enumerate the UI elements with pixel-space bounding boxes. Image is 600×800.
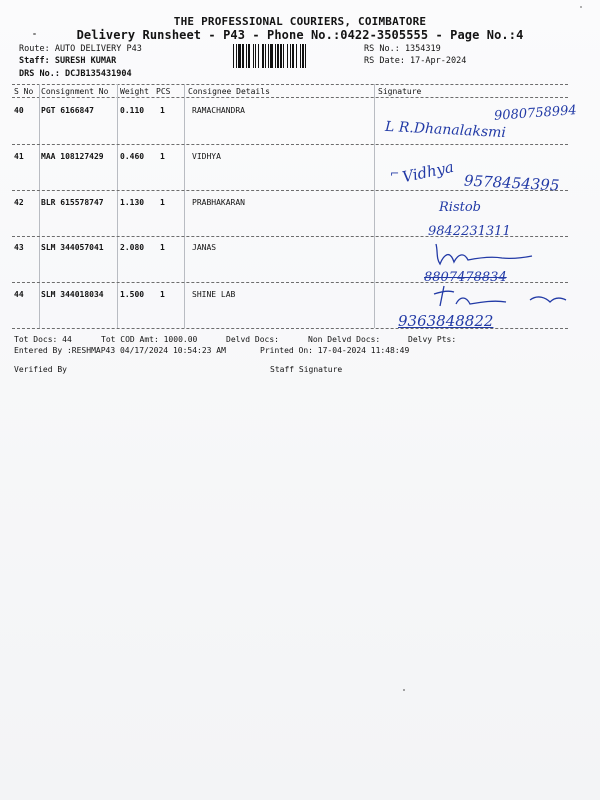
row-pcs: 1: [160, 243, 165, 252]
staff-label: Staff: SURESH KUMAR: [19, 56, 117, 66]
row-weight: 1.500: [120, 290, 145, 299]
column-divider: [39, 84, 40, 328]
row-pcs: 1: [160, 106, 165, 115]
handwritten-phone-43: 8807478834: [424, 270, 507, 285]
column-divider: [374, 84, 375, 328]
row-sno: 40: [14, 106, 24, 115]
row-pcs: 1: [160, 198, 165, 207]
route-label: Route: AUTO DELIVERY P43: [19, 44, 142, 54]
handwritten-signature-40: L R.Dhanalaksmi: [384, 118, 507, 142]
delivery-points: Delvy Pts:: [408, 335, 457, 344]
total-docs: Tot Docs: 44: [14, 335, 72, 344]
col-header-signature: Signature: [378, 87, 422, 96]
barcode-image: [233, 44, 355, 68]
row-pcs: 1: [160, 152, 165, 161]
handwritten-phone-40: 9080758994: [493, 103, 578, 124]
col-header-consignment: Consignment No: [41, 87, 109, 96]
rs-date: RS Date: 17-Apr-2024: [364, 56, 467, 66]
row-weight: 0.460: [120, 152, 145, 161]
row-consignment: SLM 344057041: [41, 243, 104, 252]
handwritten-phone-41: 9578454395: [463, 171, 560, 195]
handwritten-mark: ⌐: [390, 167, 400, 180]
row-sno: 41: [14, 152, 24, 161]
row-consignment: MAA 108127429: [41, 152, 104, 161]
scan-speck: [580, 6, 582, 8]
row-consignee: PRABHAKARAN: [192, 198, 245, 207]
row-consignee: VIDHYA: [192, 152, 221, 161]
row-consignment: PGT 6166847: [41, 106, 94, 115]
delivered-docs: Delvd Docs:: [226, 335, 279, 344]
verified-by-label: Verified By: [14, 365, 67, 374]
column-divider: [117, 84, 118, 328]
scan-speck: [33, 33, 36, 35]
handwritten-signature-44: [430, 284, 570, 312]
drs-number: DRS No.: DCJB135431904: [19, 69, 132, 79]
total-cod-amount: Tot COD Amt: 1000.00: [101, 335, 198, 344]
row-consignee: RAMACHANDRA: [192, 106, 245, 115]
column-divider: [184, 84, 185, 328]
row-weight: 0.110: [120, 106, 145, 115]
row-sno: 44: [14, 290, 24, 299]
runsheet-subtitle: Delivery Runsheet - P43 - Phone No.:0422-3505555 - Page No.:4: [76, 28, 524, 42]
non-delivered-docs: Non Delvd Docs:: [308, 335, 381, 344]
row-weight: 1.130: [120, 198, 145, 207]
handwritten-signature-42: Ristob: [439, 200, 481, 215]
staff-signature-label: Staff Signature: [270, 365, 343, 374]
row-sno: 42: [14, 198, 24, 207]
table-top-rule: [12, 84, 568, 85]
col-header-consignee: Consignee Details: [188, 87, 270, 96]
row-sno: 43: [14, 243, 24, 252]
col-header-sno: S No: [14, 87, 34, 96]
row-pcs: 1: [160, 290, 165, 299]
col-header-pcs: PCS: [156, 87, 171, 96]
table-header-rule: [12, 97, 568, 98]
row-consignee: SHINE LAB: [192, 290, 236, 299]
row-separator: [12, 144, 568, 145]
col-header-weight: Weight: [120, 87, 149, 96]
handwritten-phone-44: 9363848822: [398, 312, 494, 330]
handwritten-signature-43: [430, 240, 540, 270]
handwritten-phone-42: 9842231311: [428, 224, 511, 239]
scan-speck: [403, 689, 405, 691]
row-weight: 2.080: [120, 243, 145, 252]
row-consignee: JANAS: [192, 243, 217, 252]
company-title: THE PROFESSIONAL COURIERS, COIMBATORE: [173, 15, 427, 28]
entered-by: Entered By :RESHMAP43 04/17/2024 10:54:23 AM: [14, 346, 226, 355]
row-consignment: BLR 615578747: [41, 198, 104, 207]
row-consignment: SLM 344018034: [41, 290, 104, 299]
handwritten-signature-41: Vidhya: [400, 157, 456, 187]
printed-on: Printed On: 17-04-2024 11:48:49: [260, 346, 410, 355]
rs-number: RS No.: 1354319: [364, 44, 441, 54]
